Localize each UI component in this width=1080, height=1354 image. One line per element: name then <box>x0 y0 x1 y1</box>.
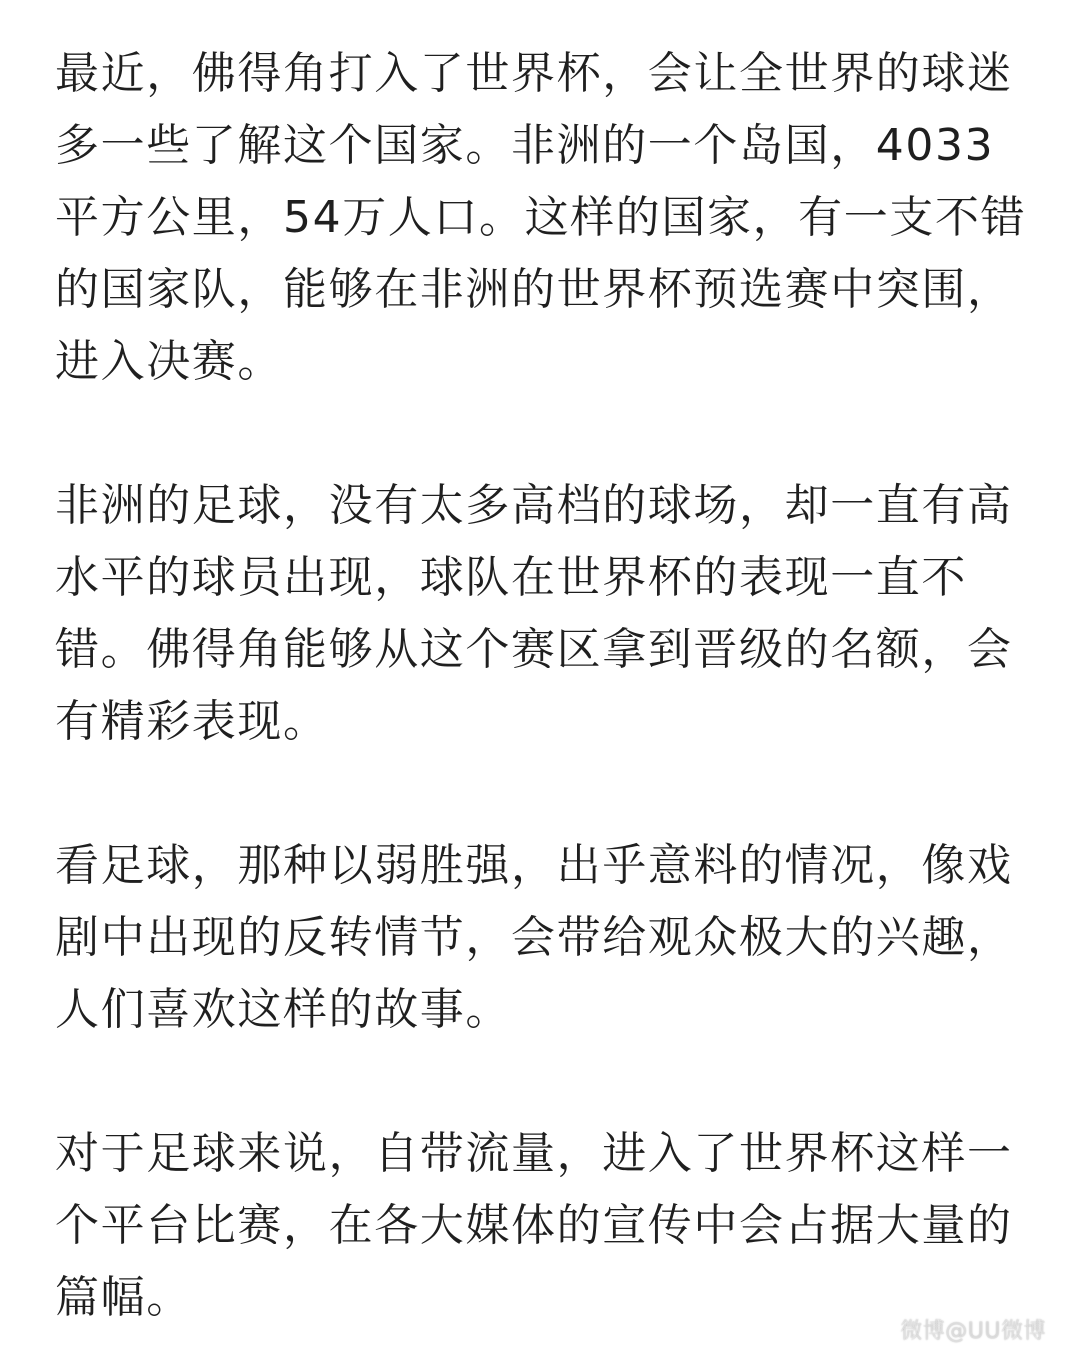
paragraph-1: 最近，佛得角打入了世界杯，会让全世界的球迷多一些了解这个国家。非洲的一个岛国，4033平方公里，54万人口。这样的国家，有一支不错的国家队，能够在非洲的世界杯预选赛中突围，进入决赛。 <box>55 48 1027 387</box>
article-body <box>55 38 1027 1334</box>
paragraph-2: 非洲的足球，没有太多高档的球场，却一直有高水平的球员出现，球队在世界杯的表现一直不错。佛得角能够从这个赛区拿到晋级的名额，会有精彩表现。 <box>55 480 1013 747</box>
weibo-watermark: 微博@UU微博 <box>900 1319 1046 1344</box>
paragraph-4: 对于足球来说，自带流量，进入了世界杯这样一个平台比赛，在各大媒体的宣传中会占据大量的篇幅。 <box>55 1128 1013 1323</box>
paragraph-3: 看足球，那种以弱胜强，出乎意料的情况，像戏剧中出现的反转情节，会带给观众极大的兴趣，人们喜欢这样的故事。 <box>55 840 1013 1035</box>
